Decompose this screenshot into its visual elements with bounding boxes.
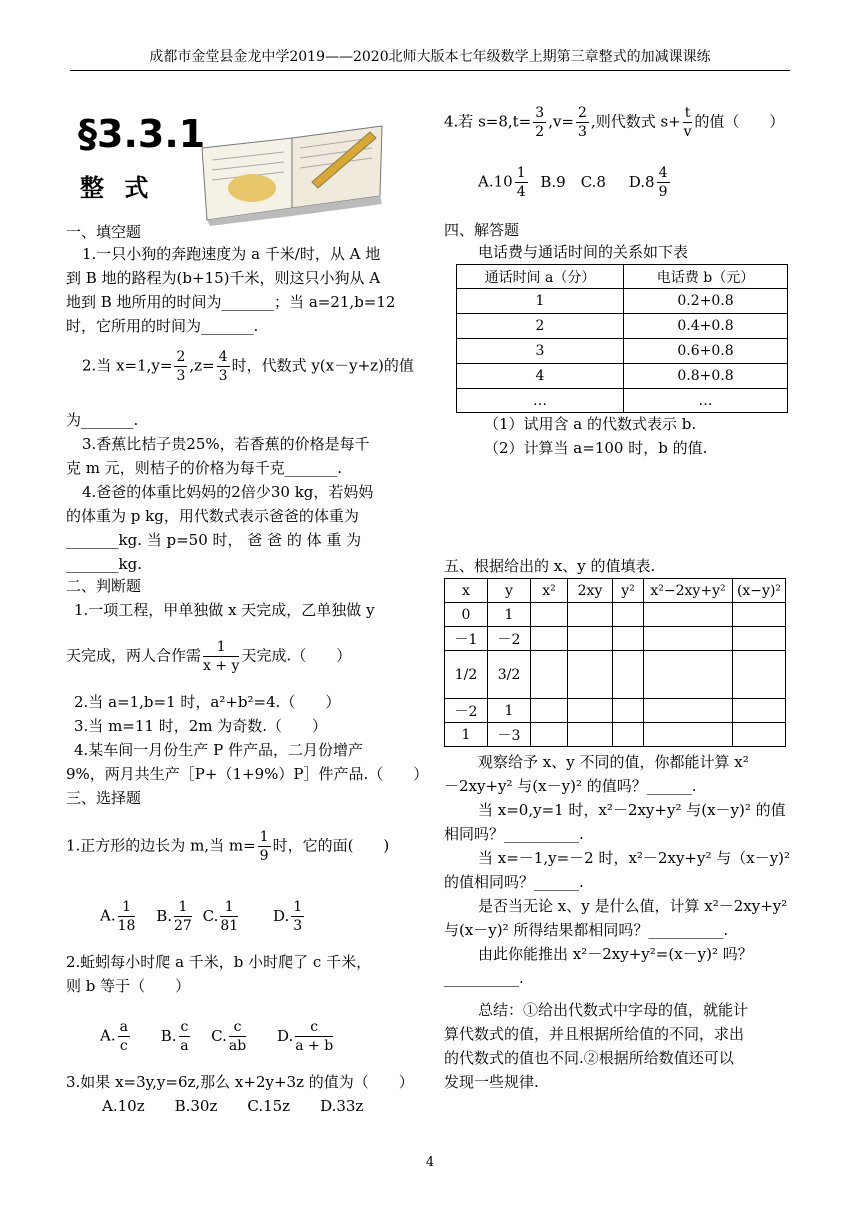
choice-q1 — [66, 828, 389, 865]
fill-q3-line1: 3.香蕉比桔子贵25%，若香蕉的价格是每千 — [82, 435, 370, 453]
fraction — [683, 104, 693, 141]
frac-num: 1 — [293, 899, 303, 915]
fill-q2-text: ,z= — [189, 356, 215, 375]
judge-q1-text: 天完成，两人合作需 — [66, 646, 202, 665]
frac-den: 9 — [658, 184, 668, 200]
section-judge: 二、判断题 — [66, 577, 142, 595]
frac-num: 1 — [203, 638, 239, 657]
judge-q1-cont — [66, 638, 351, 675]
choice-q4-text: 4.若 s=8,t= — [444, 112, 532, 131]
para-line: 当 x=－1,y=－2 时，x²－2xy+y² 与（x－y)² — [478, 849, 791, 867]
table-cell: … — [457, 389, 624, 413]
option-a: A. — [100, 1026, 116, 1045]
judge-q4-line2: 9%，两月共生产［P+（1+9%）P］件产品.（ ） — [66, 765, 429, 783]
table-cell: 0.2+0.8 — [624, 289, 788, 314]
option-c: C. — [202, 906, 219, 925]
table-row — [457, 314, 788, 339]
section-title: 整 式 — [80, 174, 155, 202]
table-header: (x−y)² — [733, 579, 786, 603]
summary-line: 的代数式的值也不同.②根据所给数值还可以 — [444, 1049, 734, 1067]
choice-q1-text: 时，它的面( ) — [272, 836, 390, 855]
table-header: x²−2xy+y² — [644, 579, 733, 603]
fraction — [533, 104, 546, 141]
summary-line: 算代数式的值，并且根据所给值的不同，求出 — [444, 1025, 745, 1043]
choice-q3-options: A.10z B.30z C.15z D.33z — [102, 1097, 364, 1115]
table-cell — [733, 723, 786, 747]
frac-den: 3 — [176, 368, 186, 384]
table1-caption: 电话费与通话时间的关系如下表 — [478, 243, 689, 261]
fill-q1-line3: 地到 B 地所用的时间为_______；当 a=21,b=12 — [66, 293, 396, 311]
para-line: 由此你能推出 x²－2xy+y²=(x－y)² 吗？ — [478, 945, 753, 963]
table-cell — [644, 699, 733, 723]
page-number: 4 — [425, 1155, 435, 1170]
fill-q4-line4: _______kg. — [66, 555, 142, 573]
table-cell — [568, 699, 613, 723]
fill-q4-line3: _______kg. 当 p=50 时， 爸 爸 的 体 重 为 — [66, 531, 362, 549]
table-header: 2xy — [568, 579, 613, 603]
section-choice: 三、选择题 — [66, 789, 142, 807]
fraction — [217, 348, 230, 385]
option-c: C. — [211, 1026, 227, 1045]
fill-q1-line1: 1.一只小狗的奔跑速度为 a 千米/时，从 A 地 — [82, 245, 381, 263]
fraction — [174, 348, 187, 385]
choice-q4-text: ,v= — [548, 112, 574, 131]
frac-den: 3 — [218, 368, 228, 384]
frac-den: 3 — [578, 124, 587, 140]
table-cell: 1 — [445, 723, 488, 747]
table-cell — [568, 723, 613, 747]
fill-q1-line2: 到 B 地的路程为(b+15)千米，则这只小狗从 A — [66, 269, 381, 287]
frac-num: 4 — [658, 165, 668, 181]
summary-line: 发现一些规律. — [444, 1073, 539, 1091]
table-row — [457, 339, 788, 364]
table-cell — [644, 603, 733, 627]
table-cell — [613, 651, 644, 699]
choice-q2-line2: 则 b 等于（ ） — [66, 977, 191, 995]
frac-num: 2 — [578, 105, 587, 121]
section-number: §3.3.1 — [78, 112, 206, 156]
option-b: B. — [160, 1026, 177, 1045]
choice-q1-text: 1.正方形的边长为 m,当 m= — [66, 836, 256, 855]
choice-q4-options — [478, 164, 672, 201]
table-cell: 1 — [457, 289, 624, 314]
table-cell: 0.4+0.8 — [624, 314, 788, 339]
table-cell — [568, 627, 613, 651]
fraction — [220, 898, 238, 935]
xy-value-table — [444, 578, 786, 747]
frac-num: a — [119, 1019, 128, 1035]
para-line: __________. — [444, 969, 524, 987]
judge-q1-text: 天完成.（ ） — [241, 646, 352, 665]
table-cell — [613, 627, 644, 651]
fraction — [179, 1018, 191, 1055]
frac-den: 81 — [220, 918, 239, 934]
fill-q2-text: 2.当 x=1,y= — [82, 356, 173, 375]
frac-num: 1 — [220, 898, 238, 917]
frac-den: a — [180, 1038, 189, 1054]
table-cell: －2 — [445, 699, 488, 723]
option-b: B. — [156, 906, 173, 925]
table-cell: 1 — [488, 603, 531, 627]
table-cell — [531, 651, 568, 699]
phone-fee-table — [456, 264, 788, 413]
fraction — [515, 164, 528, 201]
frac-num: c — [229, 1018, 246, 1037]
choice-q4 — [444, 104, 784, 141]
table-cell: 0.8+0.8 — [624, 364, 788, 389]
table-row — [445, 627, 786, 651]
frac-den: 2 — [535, 124, 545, 140]
frac-den: 4 — [516, 184, 526, 200]
table1-q2: （2）计算当 a=100 时，b 的值. — [484, 439, 708, 457]
frac-den: 9 — [259, 848, 269, 864]
table-cell: －3 — [488, 723, 531, 747]
frac-num: t — [684, 105, 691, 121]
table-cell — [568, 651, 613, 699]
frac-num: 3 — [535, 105, 545, 121]
frac-num: c — [295, 1018, 333, 1037]
choice-q1-options — [100, 898, 306, 935]
table-cell: －1 — [445, 627, 488, 651]
table-cell: 0.6+0.8 — [624, 339, 788, 364]
fraction — [576, 104, 589, 141]
frac-num: 1 — [118, 898, 136, 917]
option-bc: B.9 C.8 — [540, 172, 606, 191]
table-cell: －2 — [488, 627, 531, 651]
table1-q1: （1）试用含 a 的代数式表示 b. — [484, 415, 697, 433]
table-row — [445, 651, 786, 699]
frac-num: 2 — [176, 349, 186, 365]
option-a: A. — [100, 906, 116, 925]
table-header: x — [445, 579, 488, 603]
option-d: D.8 — [628, 172, 655, 191]
choice-q4-text: 的值（ ） — [694, 112, 785, 131]
open-book-icon — [192, 108, 392, 228]
table-cell — [733, 627, 786, 651]
table-header: 电话费 b（元） — [624, 265, 788, 289]
frac-den: a + b — [295, 1038, 334, 1054]
choice-q2-options — [100, 1018, 335, 1055]
choice-q3: 3.如果 x=3y,y=6z,那么 x+2y+3z 的值为（ ） — [66, 1073, 414, 1091]
table-cell — [531, 603, 568, 627]
fill-q2-text: 时，代数式 y(x－y+z)的值 — [231, 356, 414, 375]
frac-den: ab — [228, 1038, 247, 1054]
frac-den: c — [119, 1038, 128, 1054]
table-cell — [531, 723, 568, 747]
fraction — [657, 164, 670, 201]
choice-q4-text: ,则代数式 s+ — [590, 112, 681, 131]
table-row — [457, 389, 788, 413]
para-line: 观察给予 x、y 不同的值，你都能计算 x² — [478, 753, 749, 771]
fraction — [258, 828, 271, 865]
fill-q2-end: 为_______. — [66, 411, 139, 429]
fill-q4-line2: 的体重为 p kg，用代数式表示爸爸的体重为 — [66, 507, 359, 525]
option-d: D. — [272, 906, 290, 925]
fraction — [203, 638, 239, 675]
judge-q3: 3.当 m=11 时，2m 为奇数.（ ） — [74, 717, 328, 735]
judge-q1: 1.一项工程，甲单独做 x 天完成，乙单独做 y — [74, 601, 375, 619]
judge-q2: 2.当 a=1,b=1 时，a²+b²=4.（ ） — [74, 693, 341, 711]
table-cell: 3 — [457, 339, 624, 364]
fraction — [229, 1018, 246, 1055]
fraction — [291, 898, 304, 935]
para-line: 相同吗？__________. — [444, 825, 584, 843]
frac-num: 1 — [174, 898, 192, 917]
fraction — [118, 898, 136, 935]
para-line: 是否当无论 x、y 是什么值，计算 x²－2xy+y² — [478, 897, 788, 915]
table-cell — [644, 651, 733, 699]
option-d: D. — [276, 1026, 294, 1045]
page-header: 成都市金堂县金龙中学2019——2020北师大版本七年级数学上期第三章整式的加减课课练 — [70, 46, 790, 71]
fill-q1-line4: 时，它所用的时间为_______. — [66, 317, 259, 335]
table-row — [457, 289, 788, 314]
para-line: －2xy+y² 与(x－y)² 的值吗？______. — [444, 777, 697, 795]
table-cell — [733, 699, 786, 723]
section-fill-blank: 一、填空题 — [66, 223, 142, 241]
table-cell — [531, 627, 568, 651]
option-a: A.10 — [478, 172, 513, 191]
table-cell: 1 — [488, 699, 531, 723]
frac-num: c — [180, 1019, 189, 1035]
frac-den: 18 — [117, 918, 136, 934]
choice-q2-line1: 2.蚯蚓每小时爬 a 千米，b 小时爬了 c 千米， — [66, 953, 372, 971]
frac-num: 1 — [259, 829, 269, 845]
table-cell — [531, 699, 568, 723]
section-fill-table: 五、根据给出的 x、y 的值填表. — [444, 557, 656, 575]
fraction — [295, 1018, 333, 1055]
table-cell — [733, 603, 786, 627]
table-cell — [733, 651, 786, 699]
table-cell: 1/2 — [445, 651, 488, 699]
table-cell — [613, 723, 644, 747]
fraction — [174, 898, 192, 935]
para-line: 当 x=0,y=1 时，x²－2xy+y² 与(x－y)² 的值 — [478, 801, 786, 819]
frac-den: v — [683, 124, 692, 140]
table-header: x² — [531, 579, 568, 603]
judge-q4-line1: 4.某车间一月份生产 P 件产品，二月份增产 — [74, 741, 363, 759]
table-cell: … — [624, 389, 788, 413]
section-solve: 四、解答题 — [444, 221, 520, 239]
table-row — [457, 364, 788, 389]
summary-line: 总结：①给出代数式中字母的值，就能计 — [478, 1001, 749, 1019]
table-row — [445, 603, 786, 627]
frac-den: x + y — [203, 658, 240, 674]
frac-num: 1 — [516, 165, 526, 181]
table-row — [445, 723, 786, 747]
fill-q4-line1: 4.爸爸的体重比妈妈的2倍少30 kg，若妈妈 — [82, 483, 374, 501]
table-cell: 3/2 — [488, 651, 531, 699]
para-line: 与(x－y)² 所得结果都相同吗？__________. — [444, 921, 729, 939]
frac-den: 27 — [174, 918, 192, 934]
table-cell: 2 — [457, 314, 624, 339]
table-cell — [644, 627, 733, 651]
frac-num: 4 — [218, 349, 228, 365]
para-line: 的值相同吗？______. — [444, 873, 584, 891]
table-row — [445, 699, 786, 723]
table-header: y — [488, 579, 531, 603]
table-cell — [613, 603, 644, 627]
table-cell — [568, 603, 613, 627]
table-cell — [613, 699, 644, 723]
table-cell: 0 — [445, 603, 488, 627]
table-cell: 4 — [457, 364, 624, 389]
fill-q3-line2: 克 m 元，则桔子的价格为每千克_______. — [66, 459, 343, 477]
table-header: 通话时间 a（分） — [457, 265, 624, 289]
table-cell — [644, 723, 733, 747]
fraction — [118, 1018, 130, 1055]
table-header: y² — [613, 579, 644, 603]
frac-den: 3 — [293, 918, 303, 934]
fill-q2 — [82, 348, 414, 385]
